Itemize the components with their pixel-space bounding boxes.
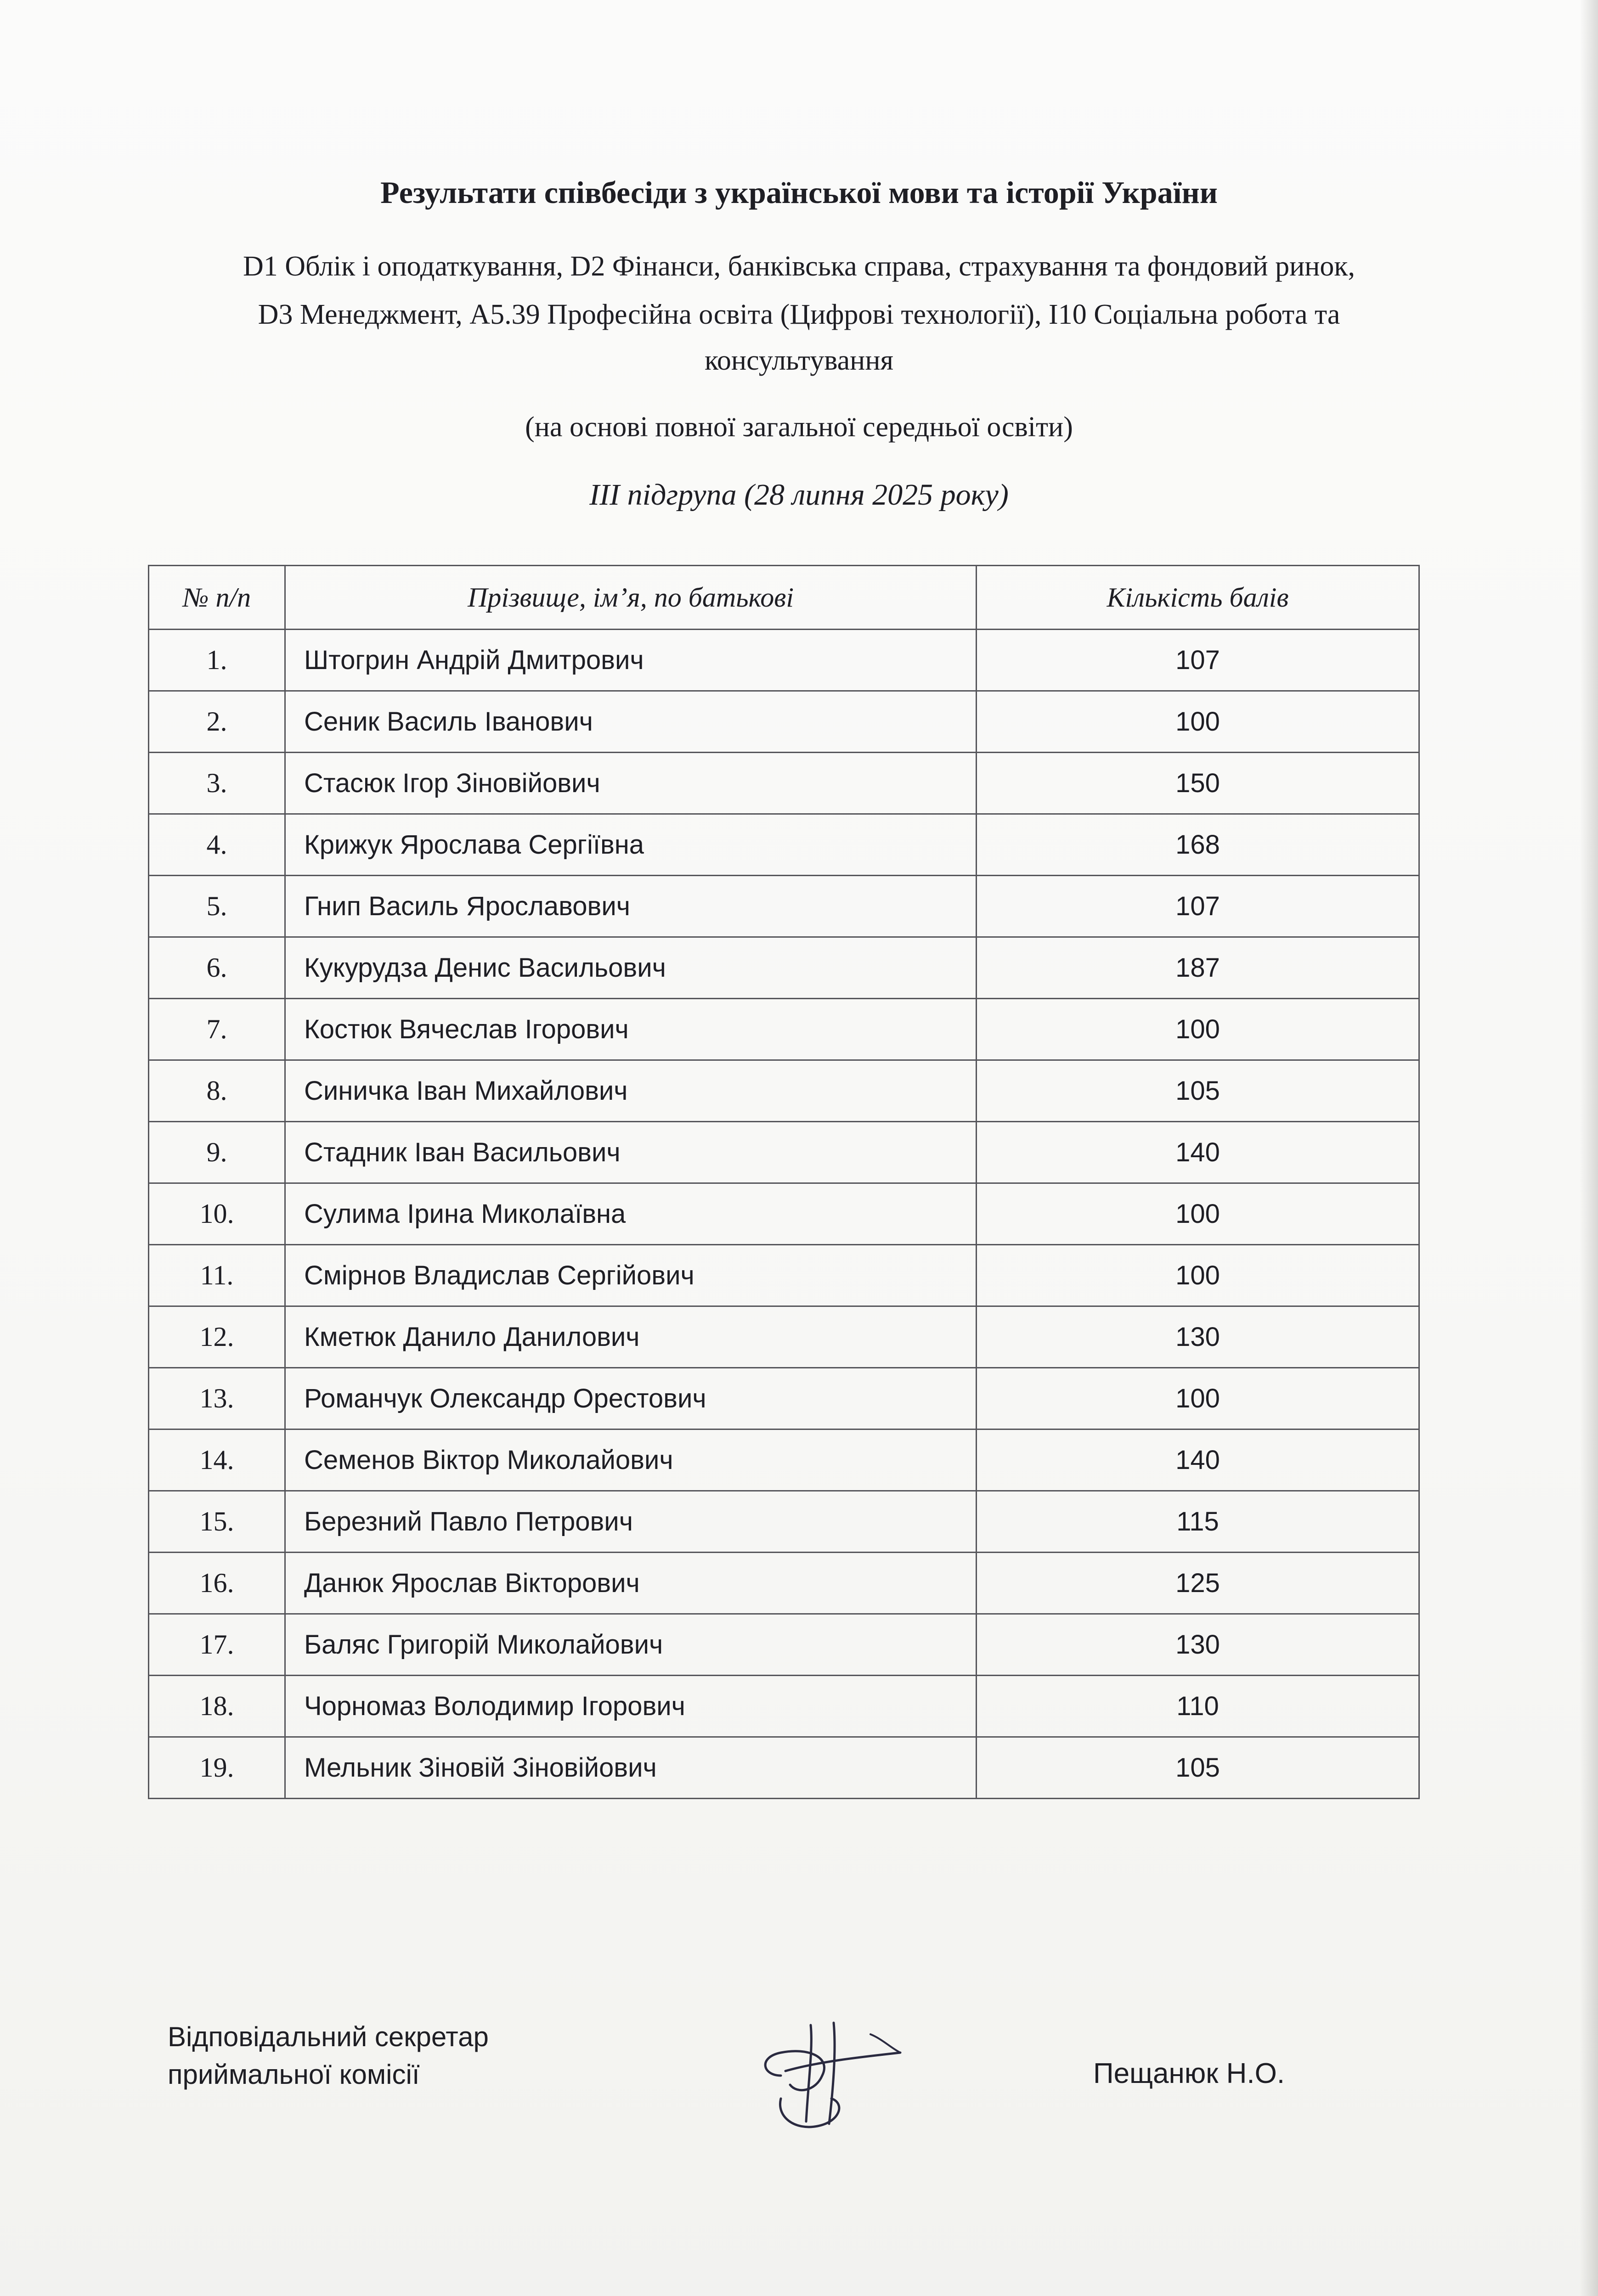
signatory-role-line-2: приймальної комісії — [168, 2059, 420, 2090]
row-number: 19. — [149, 1737, 285, 1799]
student-name: Гнип Василь Ярославович — [285, 876, 977, 937]
table-row — [149, 1676, 1419, 1737]
row-number: 13. — [149, 1368, 285, 1429]
table-row — [149, 1614, 1419, 1676]
student-name: Стадник Іван Васильович — [285, 1122, 977, 1183]
student-name: Костюк Вячеслав Ігорович — [285, 999, 977, 1060]
table-row — [149, 1245, 1419, 1306]
student-score: 100 — [977, 1368, 1419, 1429]
signer-name: Пещанюк Н.О. — [1093, 2058, 1285, 2089]
student-name: Сеник Василь Іванович — [285, 691, 977, 753]
student-name: Данюк Ярослав Вікторович — [285, 1553, 977, 1614]
row-number: 11. — [149, 1245, 285, 1306]
student-name: Стасюк Ігор Зіновійович — [285, 753, 977, 814]
row-number: 18. — [149, 1676, 285, 1737]
student-name: Кметюк Данило Данилович — [285, 1306, 977, 1368]
table-row — [149, 999, 1419, 1060]
signatory-role — [168, 2018, 489, 2093]
student-score: 107 — [977, 630, 1419, 691]
student-name: Романчук Олександр Орестович — [285, 1368, 977, 1429]
student-score: 168 — [977, 814, 1419, 876]
student-name: Семенов Віктор Миколайович — [285, 1429, 977, 1491]
row-number: 16. — [149, 1553, 285, 1614]
table-row — [149, 1306, 1419, 1368]
row-number: 6. — [149, 937, 285, 999]
student-score: 115 — [977, 1491, 1419, 1553]
table-row — [149, 1060, 1419, 1122]
row-number: 15. — [149, 1491, 285, 1553]
row-number: 5. — [149, 876, 285, 937]
table-row — [149, 1122, 1419, 1183]
table-row — [149, 1737, 1419, 1799]
table-row — [149, 937, 1419, 999]
row-number: 9. — [149, 1122, 285, 1183]
row-number: 1. — [149, 630, 285, 691]
table-row — [149, 691, 1419, 753]
student-name: Синичка Іван Михайлович — [285, 1060, 977, 1122]
table-row — [149, 1553, 1419, 1614]
student-name: Мельник Зіновій Зіновійович — [285, 1737, 977, 1799]
row-number: 8. — [149, 1060, 285, 1122]
student-score: 130 — [977, 1306, 1419, 1368]
table-row — [149, 1491, 1419, 1553]
table-row — [149, 876, 1419, 937]
row-number: 17. — [149, 1614, 285, 1676]
student-name: Чорномаз Володимир Ігорович — [285, 1676, 977, 1737]
student-score: 100 — [977, 691, 1419, 753]
education-basis: (на основі повної загальної середньої освіти) — [525, 411, 1073, 443]
signatory-role-line-1: Відповідальний секретар — [168, 2021, 489, 2052]
header-score: Кількість балів — [977, 566, 1419, 630]
row-number: 3. — [149, 753, 285, 814]
results-table — [148, 565, 1420, 1799]
row-number: 7. — [149, 999, 285, 1060]
subgroup-date: ІІІ підгрупа (28 липня 2025 року) — [589, 478, 1009, 512]
specialties-line-2: D3 Менеджмент, А5.39 Професійна освіта (Цифрові технології), І10 Соціальна робота та — [258, 299, 1340, 330]
student-score: 125 — [977, 1553, 1419, 1614]
student-score: 130 — [977, 1614, 1419, 1676]
student-score: 100 — [977, 1245, 1419, 1306]
student-name: Штогрин Андрій Дмитрович — [285, 630, 977, 691]
student-name: Баляс Григорій Миколайович — [285, 1614, 977, 1676]
specialties-line-1: D1 Облік і оподаткування, D2 Фінанси, банківська справа, страхування та фондовий ринок, — [243, 251, 1355, 282]
table-header-row — [149, 566, 1419, 630]
student-score: 105 — [977, 1060, 1419, 1122]
header-name: Прізвище, ім’я, по батькові — [285, 566, 977, 630]
student-score: 100 — [977, 999, 1419, 1060]
student-name: Кукурудза Денис Васильович — [285, 937, 977, 999]
row-number: 2. — [149, 691, 285, 753]
handwritten-signature-icon — [753, 2007, 909, 2144]
table-row — [149, 753, 1419, 814]
table-body — [149, 630, 1419, 1799]
table-row — [149, 1368, 1419, 1429]
row-number: 14. — [149, 1429, 285, 1491]
student-name: Крижук Ярослава Сергіївна — [285, 814, 977, 876]
row-number: 10. — [149, 1183, 285, 1245]
student-score: 187 — [977, 937, 1419, 999]
student-name: Сулима Ірина Миколаївна — [285, 1183, 977, 1245]
student-score: 107 — [977, 876, 1419, 937]
document-title: Результати співбесіди з української мови та історії України — [380, 175, 1218, 210]
table-row — [149, 1429, 1419, 1491]
table-row — [149, 1183, 1419, 1245]
student-name: Смірнов Владислав Сергійович — [285, 1245, 977, 1306]
table-row — [149, 630, 1419, 691]
header-number: № п/п — [149, 566, 285, 630]
student-score: 150 — [977, 753, 1419, 814]
specialties-line-3: консультування — [704, 345, 894, 376]
student-score: 100 — [977, 1183, 1419, 1245]
table-row — [149, 814, 1419, 876]
student-score: 110 — [977, 1676, 1419, 1737]
student-score: 140 — [977, 1429, 1419, 1491]
student-score: 140 — [977, 1122, 1419, 1183]
student-name: Березний Павло Петрович — [285, 1491, 977, 1553]
student-score: 105 — [977, 1737, 1419, 1799]
row-number: 4. — [149, 814, 285, 876]
row-number: 12. — [149, 1306, 285, 1368]
